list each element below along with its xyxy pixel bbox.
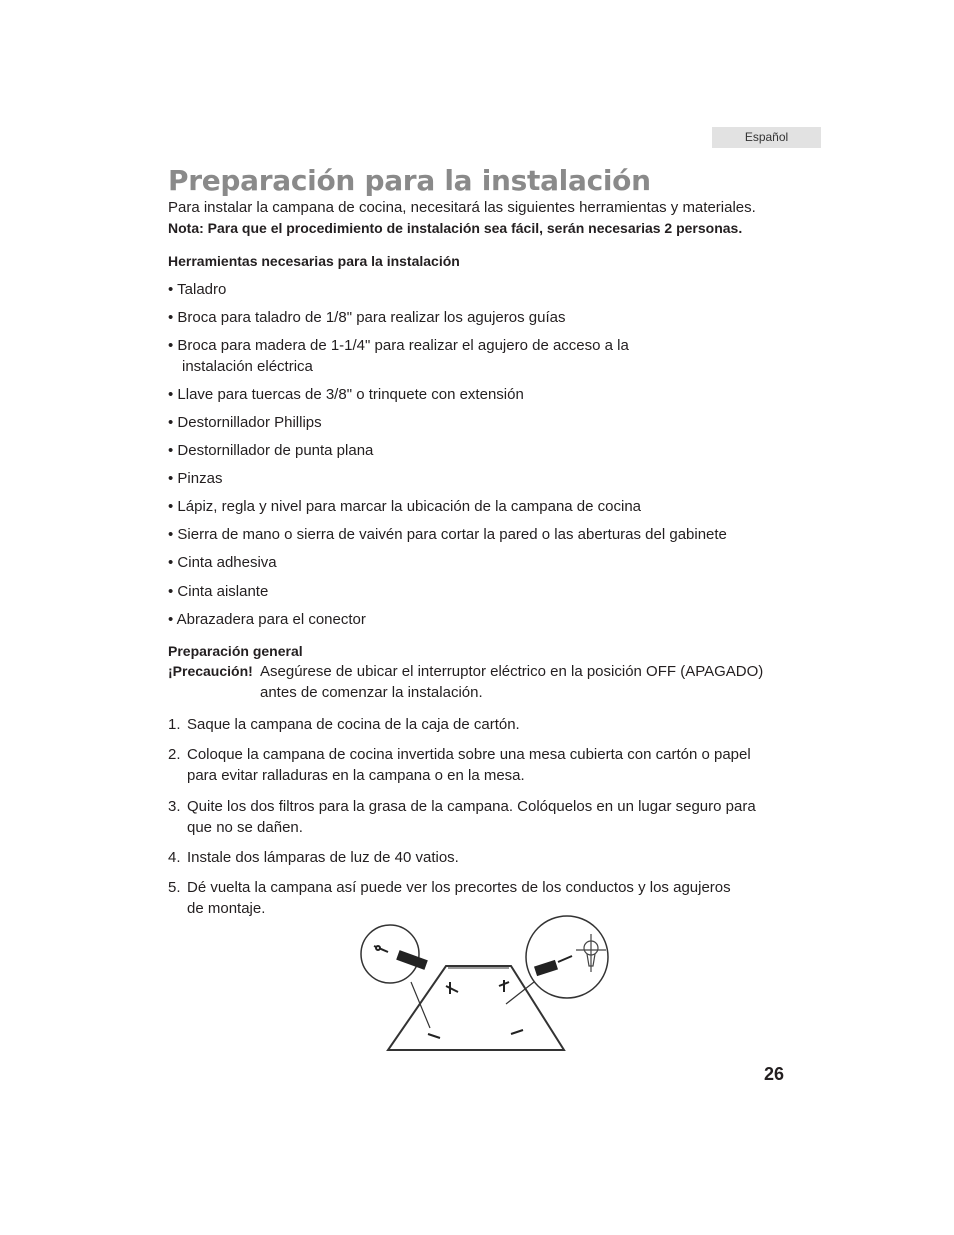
list-item: 2. Coloque la campana de cocina invertida sobre una mesa cubierta con cartón o papel para evitar ralladuras en la campana o en la mesa.: [168, 746, 751, 784]
list-item: 4. Instale dos lámparas de luz de 40 vatios.: [168, 849, 459, 866]
screw-detail-circle: [361, 925, 430, 1028]
list-item: • Broca para taladro de 1/8" para realizar los agujeros guías: [168, 309, 566, 326]
general-heading: Preparación general: [168, 643, 303, 659]
caution-text: Asegúrese de ubicar el interruptor eléctrico en la posición OFF (APAGADO) antes de comenzar la instalación.: [260, 663, 764, 701]
mounting-hole-marks: [428, 980, 523, 1038]
list-item: • Pinzas: [168, 470, 223, 487]
page-number: 26: [764, 1064, 785, 1084]
list-item: • Destornillador de punta plana: [168, 442, 374, 459]
list-item: • Cinta adhesiva: [168, 554, 277, 571]
range-hood-diagram: [356, 910, 616, 1060]
keyhole-detail-circle: [506, 916, 608, 1004]
list-item: 5. Dé vuelta la campana así puede ver los precortes de los conductos y los agujeros de montaje.: [168, 879, 731, 917]
list-item: • Sierra de mano o sierra de vaivén para cortar la pared o las aberturas del gabinete: [168, 526, 727, 543]
page-title: Preparación para la instalación: [168, 164, 651, 197]
list-item: • Broca para madera de 1-1/4" para realizar el agujero de acceso a la instalación eléctrica: [168, 337, 629, 375]
list-item: • Destornillador Phillips: [168, 414, 322, 431]
list-item: • Cinta aislante: [168, 583, 269, 600]
language-tab: Español: [712, 127, 821, 148]
list-item: • Taladro: [168, 281, 227, 298]
list-item: 1. Saque la campana de cocina de la caja de cartón.: [168, 716, 520, 733]
note-text: Nota: Para que el procedimiento de instalación sea fácil, serán necesarias 2 personas.: [168, 220, 743, 236]
tools-heading: Herramientas necesarias para la instalación: [168, 253, 460, 269]
list-item: • Llave para tuercas de 3/8" o trinquete con extensión: [168, 386, 524, 403]
list-item: • Lápiz, regla y nivel para marcar la ubicación de la campana de cocina: [168, 498, 642, 515]
caution-label: ¡Precaución!: [168, 663, 253, 679]
list-item: • Abrazadera para el conector: [168, 611, 366, 628]
list-item: 3. Quite los dos filtros para la grasa de la campana. Colóquelos en un lugar seguro para que no se dañen.: [168, 798, 756, 836]
intro-text: Para instalar la campana de cocina, necesitará las siguientes herramientas y materiales.: [168, 199, 756, 216]
